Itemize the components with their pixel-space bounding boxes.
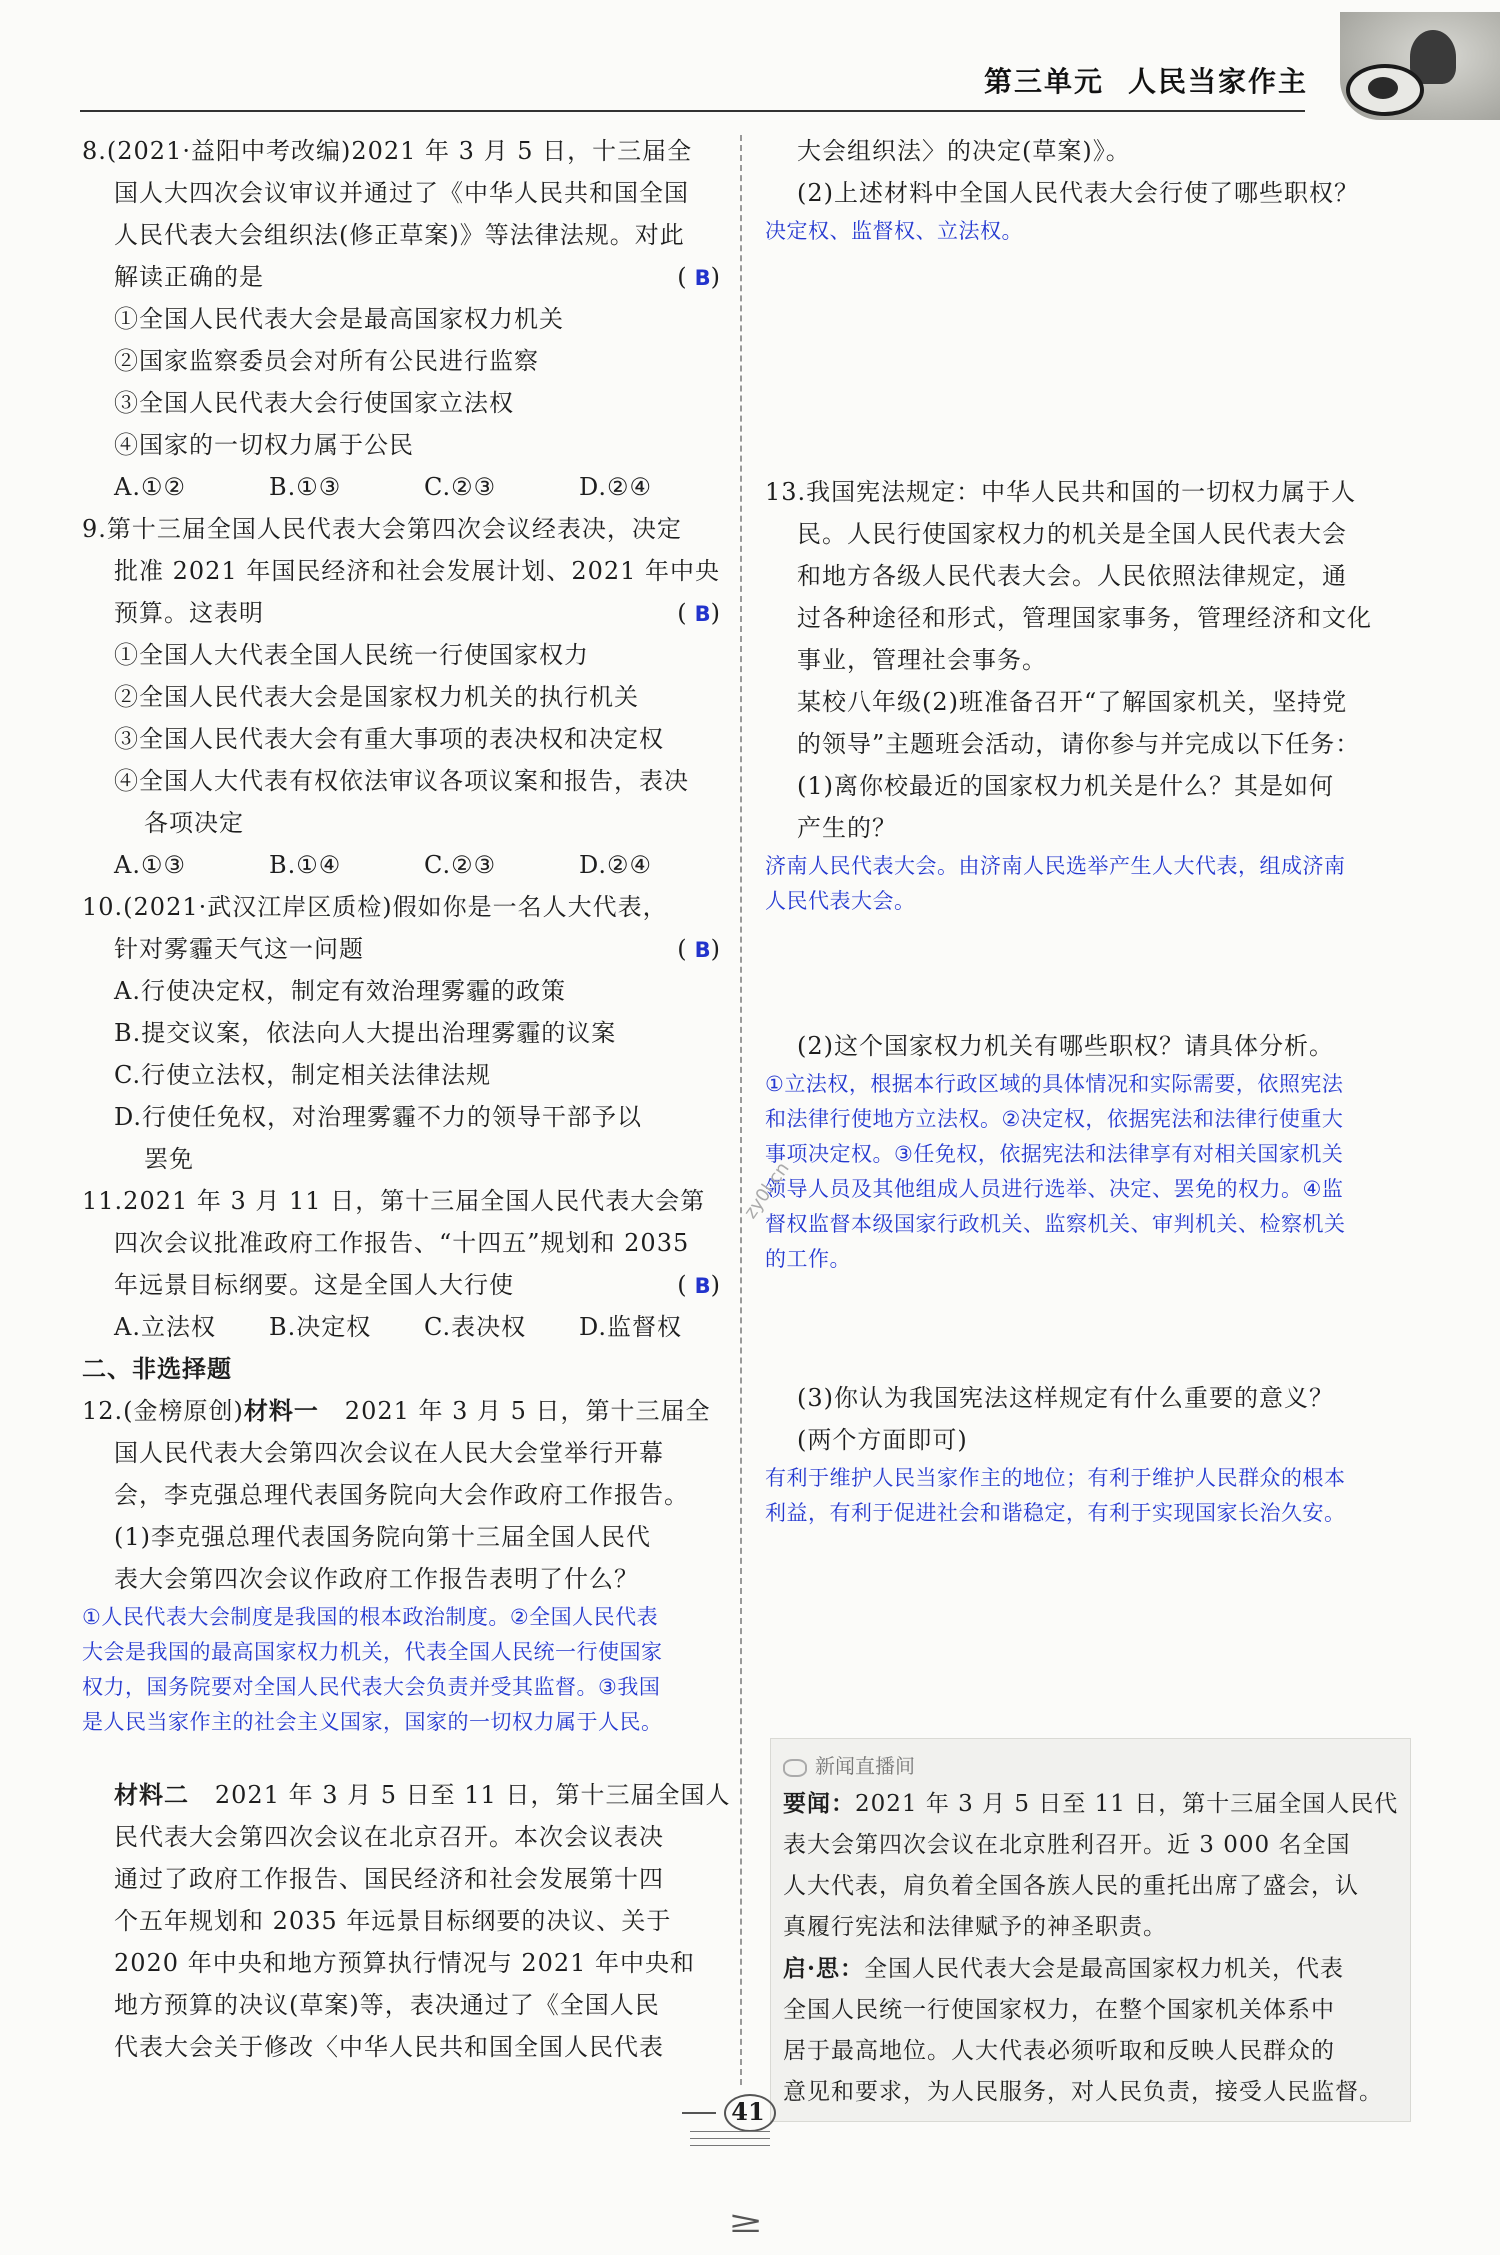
unit-name: 人民当家作主 <box>1127 65 1308 98</box>
q12-line: 国人民代表大会第四次会议在人民大会堂举行开幕 <box>114 1439 664 1467</box>
news-line: 2021 年 3 月 5 日至 11 日，第十三届全国人民代 <box>855 1791 1399 1817</box>
news-line: 真履行宪法和法律赋予的神圣职责。 <box>783 1914 1167 1940</box>
news-line: 表大会第四次会议在北京胜利召开。近 3 000 名全国 <box>783 1832 1351 1858</box>
handwritten-line: 济南人民代表大会。由济南人民选举产生人大代表，组成济南 <box>765 854 1346 878</box>
news-title-text: 新闻直播间 <box>815 1754 915 1778</box>
q10-choice-c[interactable]: C.行使立法权，制定相关法律法规 <box>114 1061 492 1089</box>
q9-statement: ③全国人民代表大会有重大事项的表决权和决定权 <box>114 725 664 753</box>
q8-options <box>82 466 734 508</box>
news-insight-label: 启·思： <box>783 1955 865 1982</box>
handwritten-line: 权力，国务院要对全国人民代表大会负责并受其监督。③我国 <box>82 1675 661 1699</box>
news-line: 人大代表，肩负着全国各族人民的重托出席了盛会，认 <box>783 1873 1359 1899</box>
q11-option-b[interactable]: B.决定权 <box>269 1313 372 1341</box>
news-headline-first <box>783 1783 1398 1825</box>
watermark: zy0l.cn <box>739 1158 794 1223</box>
q9-options <box>82 844 734 886</box>
chevron-decoration-icon: ≥ <box>727 2205 764 2240</box>
q9-line: 预算。这表明 <box>114 599 264 627</box>
handwritten-line: ①立法权，根据本行政区域的具体情况和实际需要，依照宪法 <box>765 1072 1344 1096</box>
news-line: 全国人民代表大会是最高国家权力机关，代表 <box>864 1956 1345 1982</box>
news-insight-first <box>783 1948 1398 1990</box>
q13-sub1-prompt: 产生的？ <box>797 814 897 842</box>
news-headline-label: 要闻： <box>783 1790 855 1817</box>
q13-line: 民。人民行使国家权力的机关是全国人民代表大会 <box>797 520 1347 548</box>
q10-answer-slot: (B) <box>677 935 728 963</box>
q12-sub2-answer[interactable]: 决定权、监督权、立法权。 <box>765 219 1023 243</box>
q12-line: 2021 年 3 月 5 日，第十三届全 <box>344 1397 711 1425</box>
q11-line: 11.2021 年 3 月 11 日，第十三届全国人民代表大会第 <box>82 1187 706 1215</box>
q12-first-line <box>82 1390 734 1432</box>
q12-sub2-prompt: (2)上述材料中全国人民代表大会行使了哪些职权？ <box>797 179 1359 207</box>
q12-material2-line: 2020 年中央和地方预算执行情况与 2021 年中央和 <box>114 1949 696 1977</box>
handwritten-line: 人民代表大会。 <box>765 889 916 913</box>
q8-option-d[interactable]: D.②④ <box>579 473 653 501</box>
page-number: 41 <box>720 2092 776 2132</box>
q12-material2-line: 代表大会关于修改〈中华人民共和国全国人民代表 <box>114 2033 664 2061</box>
q13-sub2-prompt: (2)这个国家权力机关有哪些职权？请具体分析。 <box>797 1032 1334 1060</box>
q12-material2-line: 民代表大会第四次会议在北京召开。本次会议表决 <box>114 1823 664 1851</box>
q8-answer-slot: (B) <box>677 263 728 291</box>
q9-line: 9.第十三届全国人民代表大会第四次会议经表决，决定 <box>82 515 682 543</box>
handwritten-line: 有利于维护人民当家作主的地位；有利于维护人民群众的根本 <box>765 1466 1346 1490</box>
q8-statement: ②国家监察委员会对所有公民进行监察 <box>114 347 539 375</box>
q12-sub1-prompt: 表大会第四次会议作政府工作报告表明了什么？ <box>114 1565 639 1593</box>
q10-choice-d[interactable]: D.行使任免权，对治理雾霾不力的领导干部予以 <box>114 1103 643 1131</box>
q12-prefix: 12.(金榜原创) <box>82 1397 244 1425</box>
q8-statement: ①全国人民代表大会是最高国家权力机关 <box>114 305 564 333</box>
q12-material2-line: 地方预算的决议(草案)等，表决通过了《全国人民 <box>114 1991 660 2019</box>
q9-answer: B <box>694 602 711 626</box>
q8-statement: ④国家的一切权力属于公民 <box>114 431 414 459</box>
q12-material2-line: 2021 年 3 月 5 日至 11 日，第十三届全国人 <box>214 1781 731 1809</box>
q11-option-c[interactable]: C.表决权 <box>424 1313 527 1341</box>
q9-line: 批准 2021 年国民经济和社会发展计划、2021 年中央 <box>114 557 721 585</box>
q9-option-c[interactable]: C.②③ <box>424 851 497 879</box>
unit-label: 第三单元 <box>983 65 1104 98</box>
column-divider <box>740 135 742 2085</box>
q9-option-a[interactable]: A.①③ <box>114 851 186 879</box>
q10-choice-a[interactable]: A.行使决定权，制定有效治理雾霾的政策 <box>114 977 566 1005</box>
q8-answer: B <box>694 266 711 290</box>
q9-statement: ①全国人大代表全国人民统一行使国家权力 <box>114 641 589 669</box>
q9-stem-end <box>82 592 734 634</box>
q10-line: 针对雾霾天气这一问题 <box>114 935 364 963</box>
right-column <box>765 130 1430 1531</box>
q8-statement: ③全国人民代表大会行使国家立法权 <box>114 389 514 417</box>
q11-option-a[interactable]: A.立法权 <box>114 1313 216 1341</box>
q9-statement: ②全国人民代表大会是国家权力机关的执行机关 <box>114 683 639 711</box>
q9-option-d[interactable]: D.②④ <box>579 851 653 879</box>
q9-statement: ④全国人大代表有权依法审议各项议案和报告，表决 <box>114 767 689 795</box>
q11-answer-slot: (B) <box>677 1271 728 1299</box>
handwritten-line: 大会是我国的最高国家权力机关，代表全国人民统一行使国家 <box>82 1640 663 1664</box>
news-line: 全国人民统一行使国家权力，在整个国家机关体系中 <box>783 1997 1335 2023</box>
q9-option-b[interactable]: B.①④ <box>269 851 342 879</box>
q12-material2-line: 个五年规划和 2035 年远景目标纲要的决议、关于 <box>114 1907 672 1935</box>
handwritten-line: 是人民当家作主的社会主义国家，国家的一切权力属于人民。 <box>82 1710 663 1734</box>
handwritten-line: 利益，有利于促进社会和谐稳定，有利于实现国家长治久安。 <box>765 1501 1346 1525</box>
page-header <box>0 0 1500 120</box>
q8-line: 国人大四次会议审议并通过了《中华人民共和国全国 <box>114 179 689 207</box>
q8-stem-end <box>82 256 734 298</box>
q8-line: 人民代表大会组织法(修正草案)》等法律法规。对此 <box>114 221 685 249</box>
q8-option-c[interactable]: C.②③ <box>424 473 497 501</box>
q8-option-a[interactable]: A.①② <box>114 473 186 501</box>
q13-sub1-answer[interactable] <box>765 849 1430 919</box>
handwritten-line: 领导人员及其他组成人员进行选举、决定、罢免的权力。④监 <box>765 1177 1344 1201</box>
q11-options <box>82 1306 734 1348</box>
q8-line: 解读正确的是 <box>114 263 264 291</box>
cloud-icon <box>783 1759 807 1777</box>
question-13 <box>765 471 1430 1531</box>
handwritten-line: 的工作。 <box>765 1247 851 1271</box>
q9-answer-slot: (B) <box>677 599 728 627</box>
handwritten-line: 督权监督本级国家行政机关、监察机关、审判机关、检察机关 <box>765 1212 1346 1236</box>
q13-sub3-prompt: (两个方面即可) <box>797 1426 968 1454</box>
news-line: 意见和要求，为人民服务，对人民负责，接受人民监督。 <box>783 2079 1383 2105</box>
q10-stem-end <box>82 928 734 970</box>
handwritten-line: ①人民代表大会制度是我国的根本政治制度。②全国人民代表 <box>82 1605 659 1629</box>
q12-material2-label: 材料二 <box>114 1780 189 1809</box>
question-12 <box>82 1390 734 2068</box>
q13-task-line: 的领导”主题班会活动，请你参与并完成以下任务： <box>797 730 1361 758</box>
q12-sub1-answer[interactable] <box>82 1600 734 1740</box>
handwritten-line: 和法律行使地方立法权。②决定权，依据宪法和法律行使重大 <box>765 1107 1344 1131</box>
q8-line: 8.(2021·益阳中考改编)2021 年 3 月 5 日，十三届全 <box>82 137 693 165</box>
q12-sub1-prompt: (1)李克强总理代表国务院向第十三届全国人民代 <box>114 1523 651 1551</box>
news-title <box>783 1749 1398 1783</box>
q13-sub3-answer[interactable] <box>765 1461 1430 1531</box>
unit-title <box>984 60 1308 100</box>
q11-line: 年远景目标纲要。这是全国人大行使 <box>114 1271 514 1299</box>
question-8 <box>82 130 734 508</box>
q10-answer: B <box>694 938 711 962</box>
q12-material2-first <box>82 1774 734 1816</box>
q13-line: 事业，管理社会事务。 <box>797 646 1047 674</box>
header-photo <box>1340 12 1500 120</box>
section-heading: 二、非选择题 <box>82 1355 232 1383</box>
q9-statement-cont: 各项决定 <box>144 809 244 837</box>
q13-task-line: 某校八年级(2)班准备召开“了解国家机关，坚持党 <box>797 688 1348 716</box>
q11-line: 四次会议批准政府工作报告、“十四五”规划和 2035 <box>114 1229 690 1257</box>
q10-choice-d-cont: 罢免 <box>144 1145 194 1173</box>
question-9 <box>82 508 734 886</box>
q8-option-b[interactable]: B.①③ <box>269 473 342 501</box>
q13-line: 过各种途径和形式，管理国家事务，管理经济和文化 <box>797 604 1372 632</box>
news-line: 居于最高地位。人大代表必须听取和反映人民群众的 <box>783 2038 1335 2064</box>
q11-option-d[interactable]: D.监督权 <box>579 1313 683 1341</box>
news-box <box>770 1738 1411 2122</box>
q12-material1-label: 材料一 <box>243 1396 319 1425</box>
q10-choice-b[interactable]: B.提交议案，依法向人大提出治理雾霾的议案 <box>114 1019 617 1047</box>
q10-line: 10.(2021·武汉江岸区质检)假如你是一名人大代表， <box>82 893 668 921</box>
handwritten-line: 事项决定权。③任免权，依据宪法和法律享有对相关国家机关 <box>765 1142 1344 1166</box>
q12-line: 会，李克强总理代表国务院向大会作政府工作报告。 <box>114 1481 689 1509</box>
footer-decoration <box>690 2125 770 2155</box>
q13-line: 13.我国宪法规定：中华人民共和国的一切权力属于人 <box>765 478 1357 506</box>
left-column <box>82 130 734 2068</box>
q11-answer: B <box>694 1274 711 1298</box>
q13-sub1-prompt: (1)离你校最近的国家权力机关是什么？其是如何 <box>797 772 1334 800</box>
q12-material2-line: 通过了政府工作报告、国民经济和社会发展第十四 <box>114 1865 664 1893</box>
publisher-logo-icon <box>1346 64 1424 116</box>
q13-sub3-prompt: (3)你认为我国宪法这样规定有什么重要的意义？ <box>797 1384 1334 1412</box>
question-11 <box>82 1180 734 1348</box>
header-divider <box>80 110 1305 112</box>
question-10 <box>82 886 734 1180</box>
q13-sub2-answer[interactable] <box>765 1067 1430 1277</box>
q11-stem-end <box>82 1264 734 1306</box>
q13-line: 和地方各级人民代表大会。人民依照法律规定，通 <box>797 562 1347 590</box>
q12-material2-cont: 大会组织法〉的决定(草案)》。 <box>797 137 1131 165</box>
